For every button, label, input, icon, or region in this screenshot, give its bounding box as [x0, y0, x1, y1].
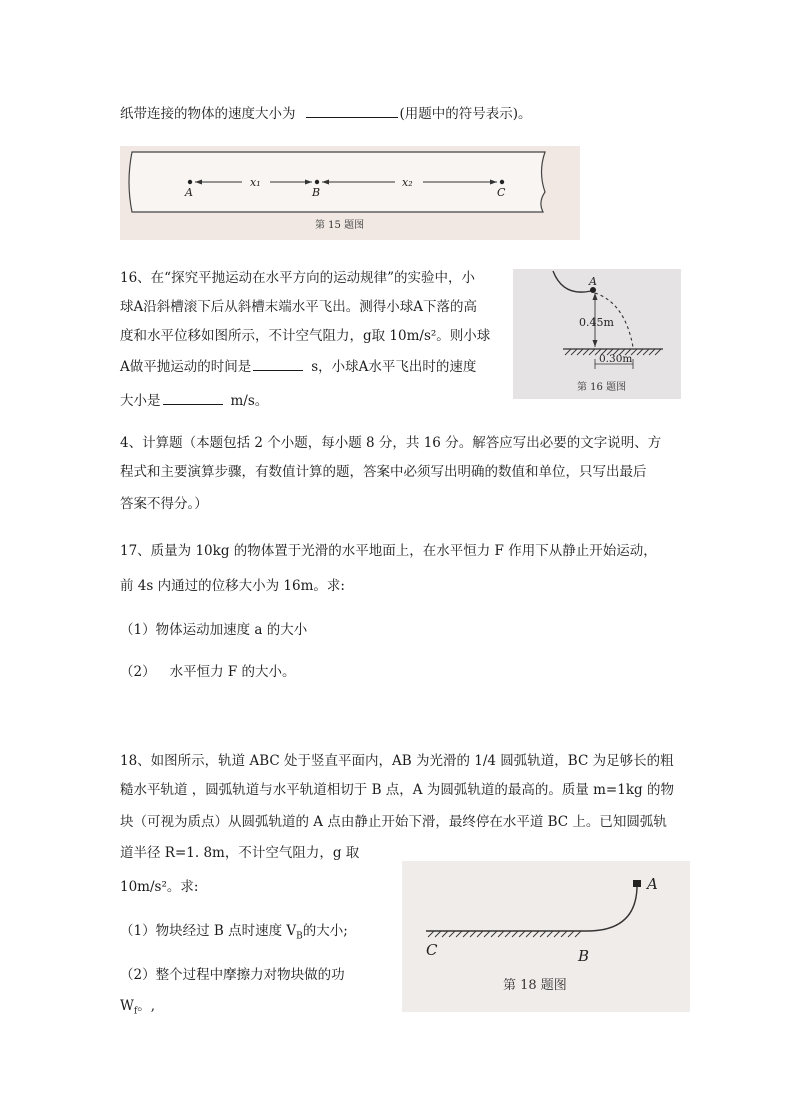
fig18-label-c: C: [426, 941, 438, 959]
arc-ab: [587, 887, 637, 931]
q16-line4-after: s，小球A水平飞出时的速度: [311, 359, 477, 375]
fig15-caption: 第 15 题图: [315, 220, 365, 231]
section4-line-3: 答案不得分。）: [120, 496, 208, 512]
answer-blank-q15: [306, 103, 398, 118]
q16-line-3: 度和水平位移如图所示，不计空气阻力，g取 10m/s²。则小球: [120, 328, 491, 344]
q17-line-2: 前 4s 内通过的位移大小为 16m。求:: [120, 578, 345, 594]
q18-part-1: [120, 921, 348, 947]
q18-part1-text: （1）物块经过 B 点时速度 V: [120, 923, 297, 939]
figure-15: [120, 146, 580, 240]
answer-blank-q16-speed: [163, 390, 223, 405]
fig16-point-label: A: [589, 275, 597, 288]
fig15-label-c: C: [497, 186, 506, 199]
q18-part2-sub: f: [133, 1006, 138, 1017]
figure-18: [402, 861, 690, 1012]
q17-part-2: [120, 662, 296, 682]
fig15-label-b: B: [312, 186, 321, 199]
q18-line-5: 10m/s²。求:: [120, 879, 199, 895]
fig18-label-b: B: [578, 947, 590, 965]
q16-line-1: 16、在“探究平抛运动在水平方向的运动规律”的实验中，小: [120, 270, 475, 286]
fig15-label-a: A: [185, 186, 193, 199]
q18-line-3: 块（可视为质点）从圆弧轨道的 A 点由静止开始下滑，最终停在水平道 BC 上。已知圆弧轨: [120, 814, 667, 830]
q16-line5-after: m/s。: [230, 393, 269, 409]
q18-line-1: 18、如图所示，轨道 ABC 处于竖直平面内，AB 为光滑的 1/4 圆弧轨道，BC 为足够长的粗: [120, 753, 674, 769]
block: [633, 880, 641, 887]
figure-16: [513, 269, 681, 399]
q18-line-4: 道半径 R=1. 8m，不计空气阻力，g 取: [120, 845, 360, 861]
dot-c: [500, 180, 504, 184]
q16-line-4: [120, 356, 476, 377]
fig15-segment-x1: x₁: [250, 176, 261, 189]
answer-blank-q16-time: [253, 356, 303, 371]
q16-line-5: [120, 390, 268, 411]
q18-part-2-line-2: [120, 996, 155, 1022]
q18-part2-tail: 。,: [137, 998, 156, 1014]
fig16-distance-label: 0.30m: [599, 353, 633, 365]
fig15-segment-x2: x₂: [402, 176, 413, 189]
q18-line-2: 糙水平轨道 ，圆弧轨道与水平轨道相切于 B 点，A 为圆弧轨道的最高的。质量 m=1kg 的物: [120, 782, 674, 798]
dot-b: [315, 180, 319, 184]
fig16-caption: 第 16 题图: [577, 382, 627, 393]
fig18-caption: 第 18 题图: [503, 978, 567, 993]
q15-text-before: 纸带连接的物体的速度大小为: [120, 106, 296, 122]
q16-line5-before: 大小是: [120, 393, 161, 409]
q17-line-1: 17、质量为 10kg 的物体置于光滑的水平地面上，在水平恒力 F 作用下从静止开始运动，: [120, 543, 657, 559]
dot-a: [188, 180, 192, 184]
fig18-label-a: A: [647, 875, 658, 893]
q18-part-2-line-1: （2）整个过程中摩擦力对物块做的功: [120, 967, 345, 983]
q15-text-after: (用题中的符号表示)。: [399, 106, 532, 122]
q18-part1-tail: 的大小;: [302, 923, 348, 939]
section4-line-2: 程式和主要演算步骤，有数值计算的题，答案中必须写出明确的数值和单位，只写出最后: [120, 464, 647, 480]
q16-line4-before: A做平抛运动的时间是: [120, 359, 252, 375]
fig16-height-label: 0.45m: [579, 316, 614, 329]
q17-part-1: （1）物体运动加速度 a 的大小: [120, 622, 308, 638]
q17-part2-text: 水平恒力 F 的大小。: [169, 664, 296, 680]
q18-part2-w: W: [120, 998, 134, 1014]
q16-line-2: 球A沿斜槽滚下后从斜槽末端水平飞出。测得小球A下落的高: [120, 299, 477, 315]
q18-part1-sub: B: [296, 931, 303, 942]
text-line-q15-tail: [120, 103, 532, 124]
q17-part2-num: （2）: [120, 664, 156, 680]
section4-line-1: 4、计算题（本题包括 2 个小题，每小题 8 分，共 16 分。解答应写出必要的文字说明、方: [120, 435, 662, 451]
